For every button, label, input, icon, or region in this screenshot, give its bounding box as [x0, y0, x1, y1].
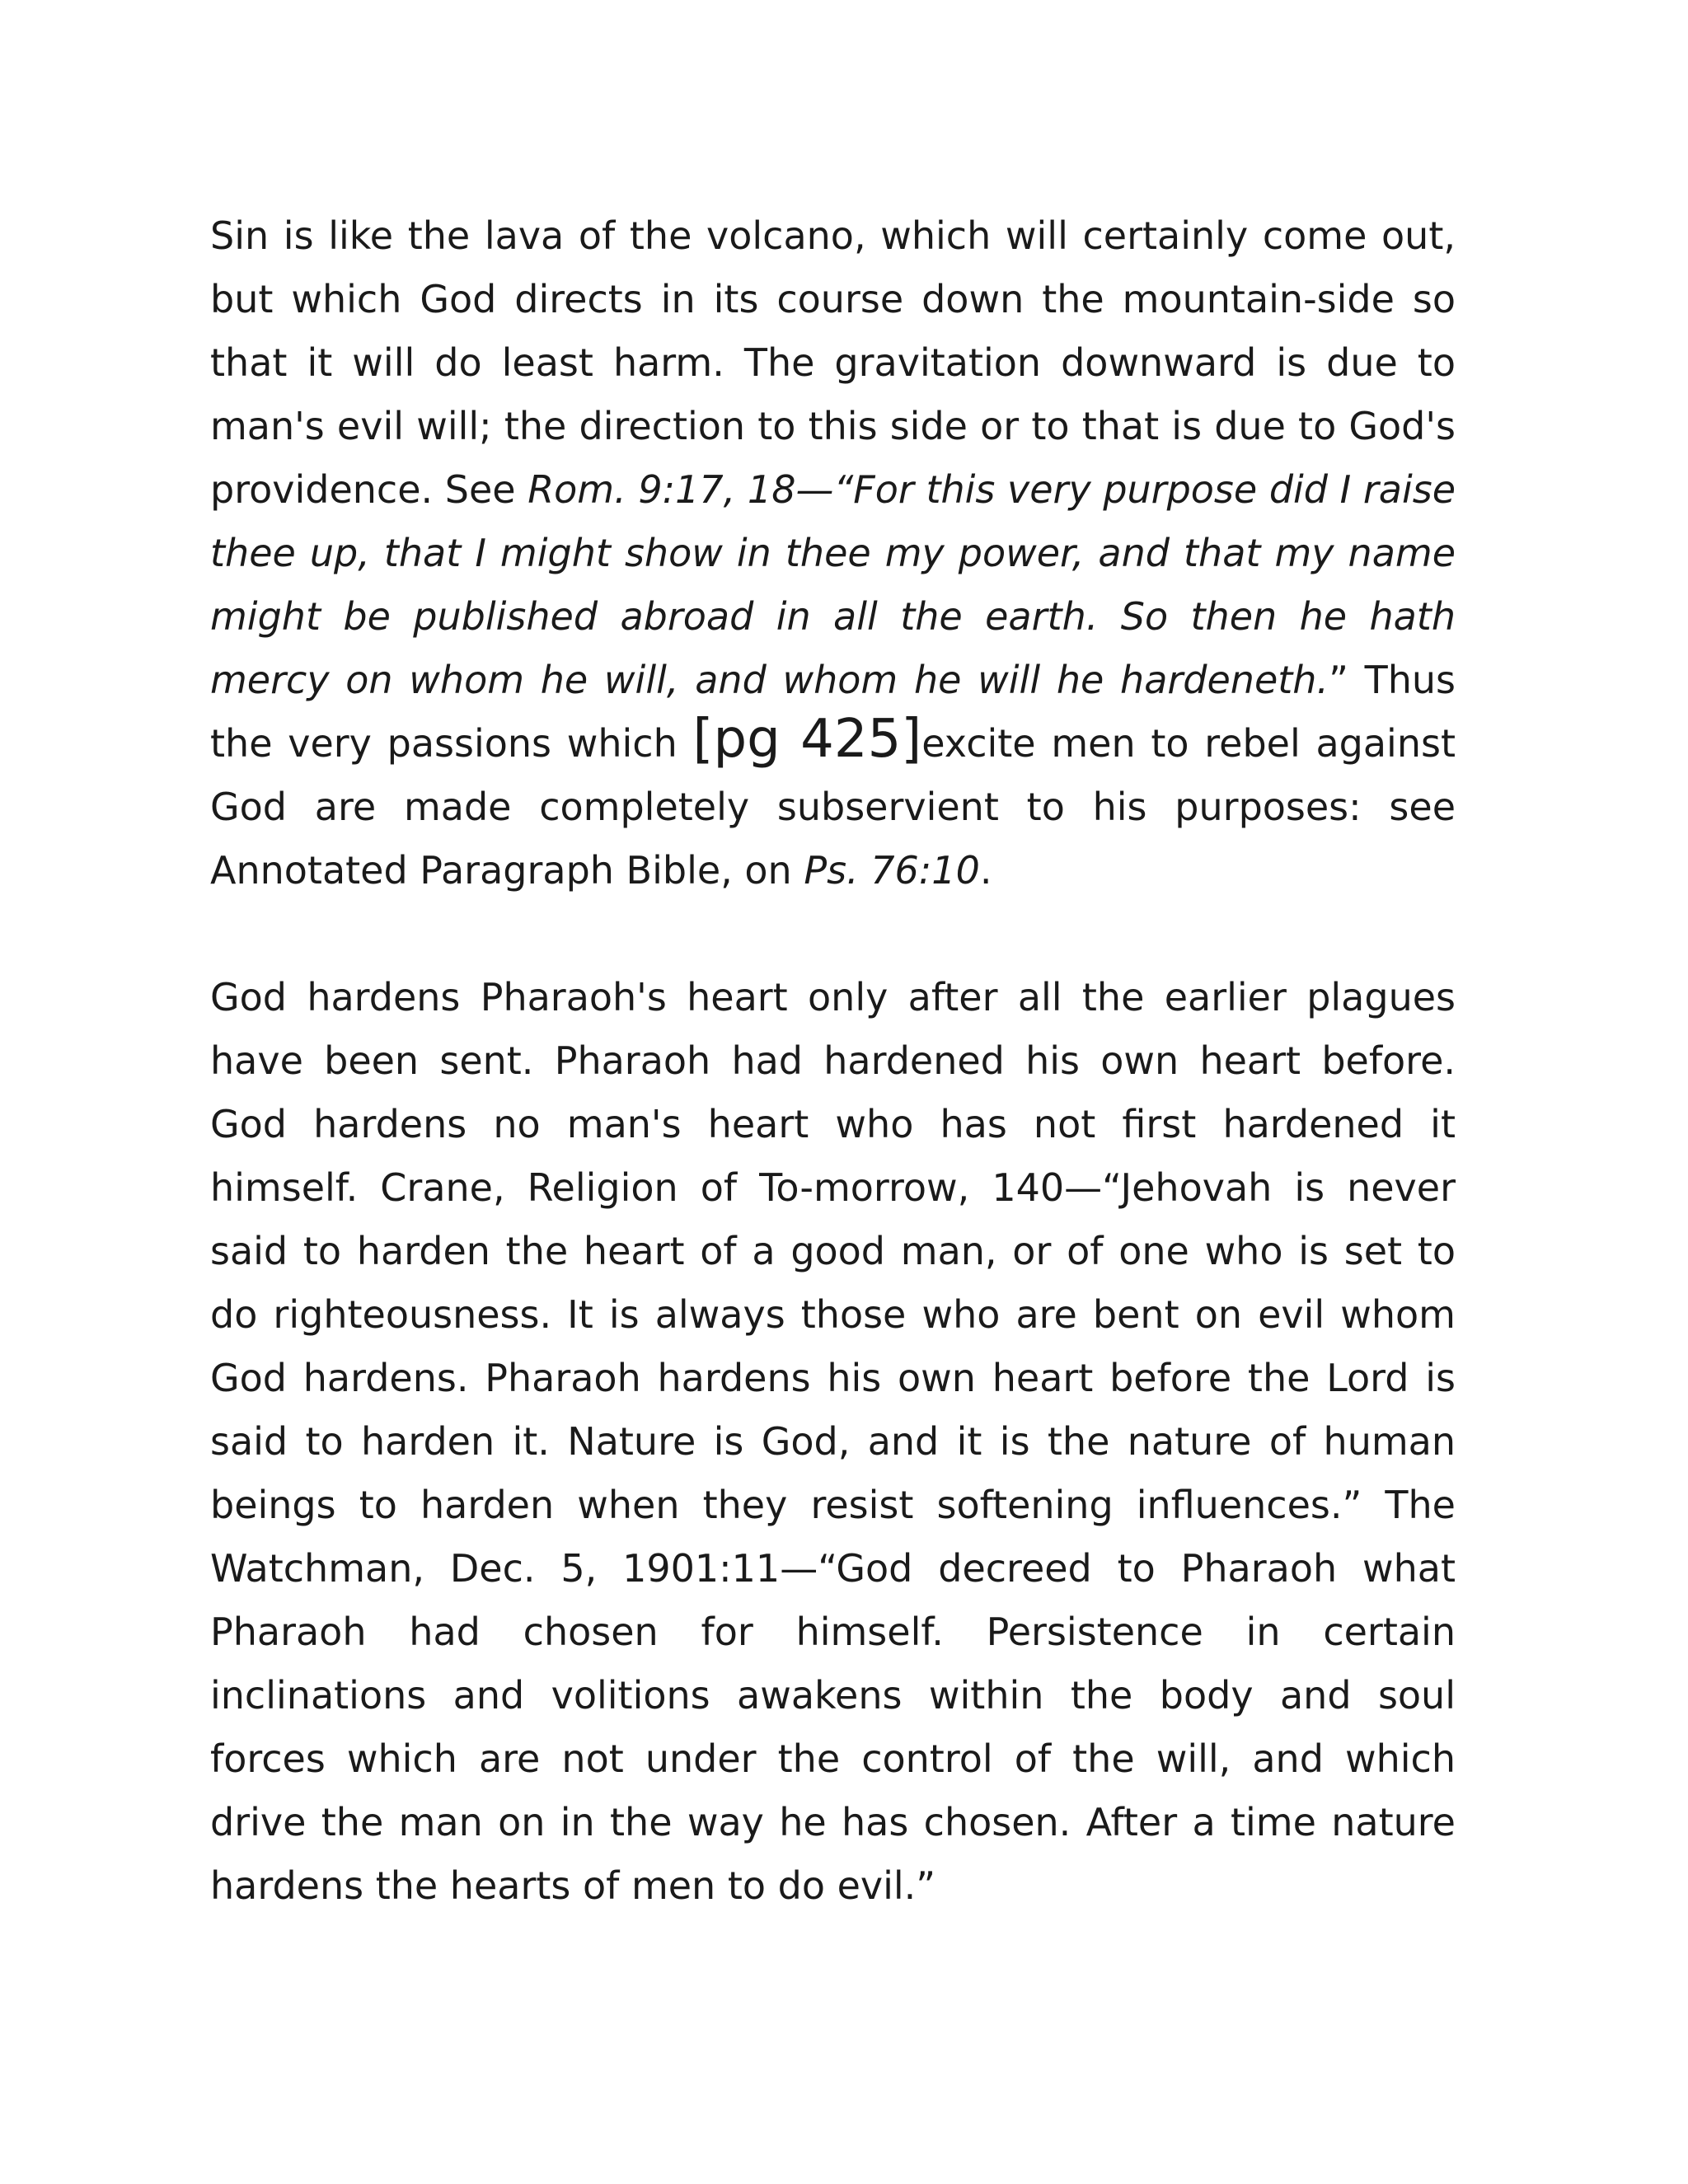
scripture-reference: Rom. 9:17, 18 — [528, 467, 796, 512]
page-number-marker: [pg 425] — [692, 709, 922, 770]
paragraph-text: Sin is like the lava of the volcano, which will certainly come out, but which God directs in its course down the mountain-side so that it will do least harm. The gravitation downward is due to man's evil will; the direction to this side or to that is due to God's providence. See — [210, 213, 1456, 512]
paragraph-text: . — [979, 848, 992, 893]
scripture-quote: —“For this very purpose did I raise thee up, that I might show in thee my power, and that my name might be published abroad in all the earth. So then he hath mercy on whom he will, and whom he will he hardeneth. — [210, 467, 1456, 702]
paragraph-lava — [210, 204, 1456, 902]
paragraph-text: ” Thus the very passions which — [210, 658, 1456, 766]
document-page — [210, 204, 1456, 1918]
paragraph-text: excite men to rebel against God are made completely subservient to his purposes: see Annotated Paragraph Bible, on — [210, 721, 1456, 893]
scripture-reference: Ps. 76:10 — [804, 848, 980, 893]
paragraph-pharaoh: God hardens Pharaoh's heart only after all the earlier plagues have been sent. Pharaoh had hardened his own heart before. God hardens no man's heart who has not first hardened it himself. Crane, Religion of To-morrow, 140—“Jehovah is never said to harden the heart of a good man, or of one who is set to do righteousness. It is always those who are bent on evil whom God hardens. Pharaoh hardens his own heart before the Lord is said to harden it. Nature is God, and it is the nature of human beings to harden when they resist softening influences.” The Watchman, Dec. 5, 1901:11—“God decreed to Pharaoh what Pharaoh had chosen for himself. Persistence in certain inclinations and volitions awakens within the body and soul forces which are not under the control of the will, and which drive the man on in the way he has chosen. After a time nature hardens the hearts of men to do evil.” — [210, 975, 1456, 1908]
